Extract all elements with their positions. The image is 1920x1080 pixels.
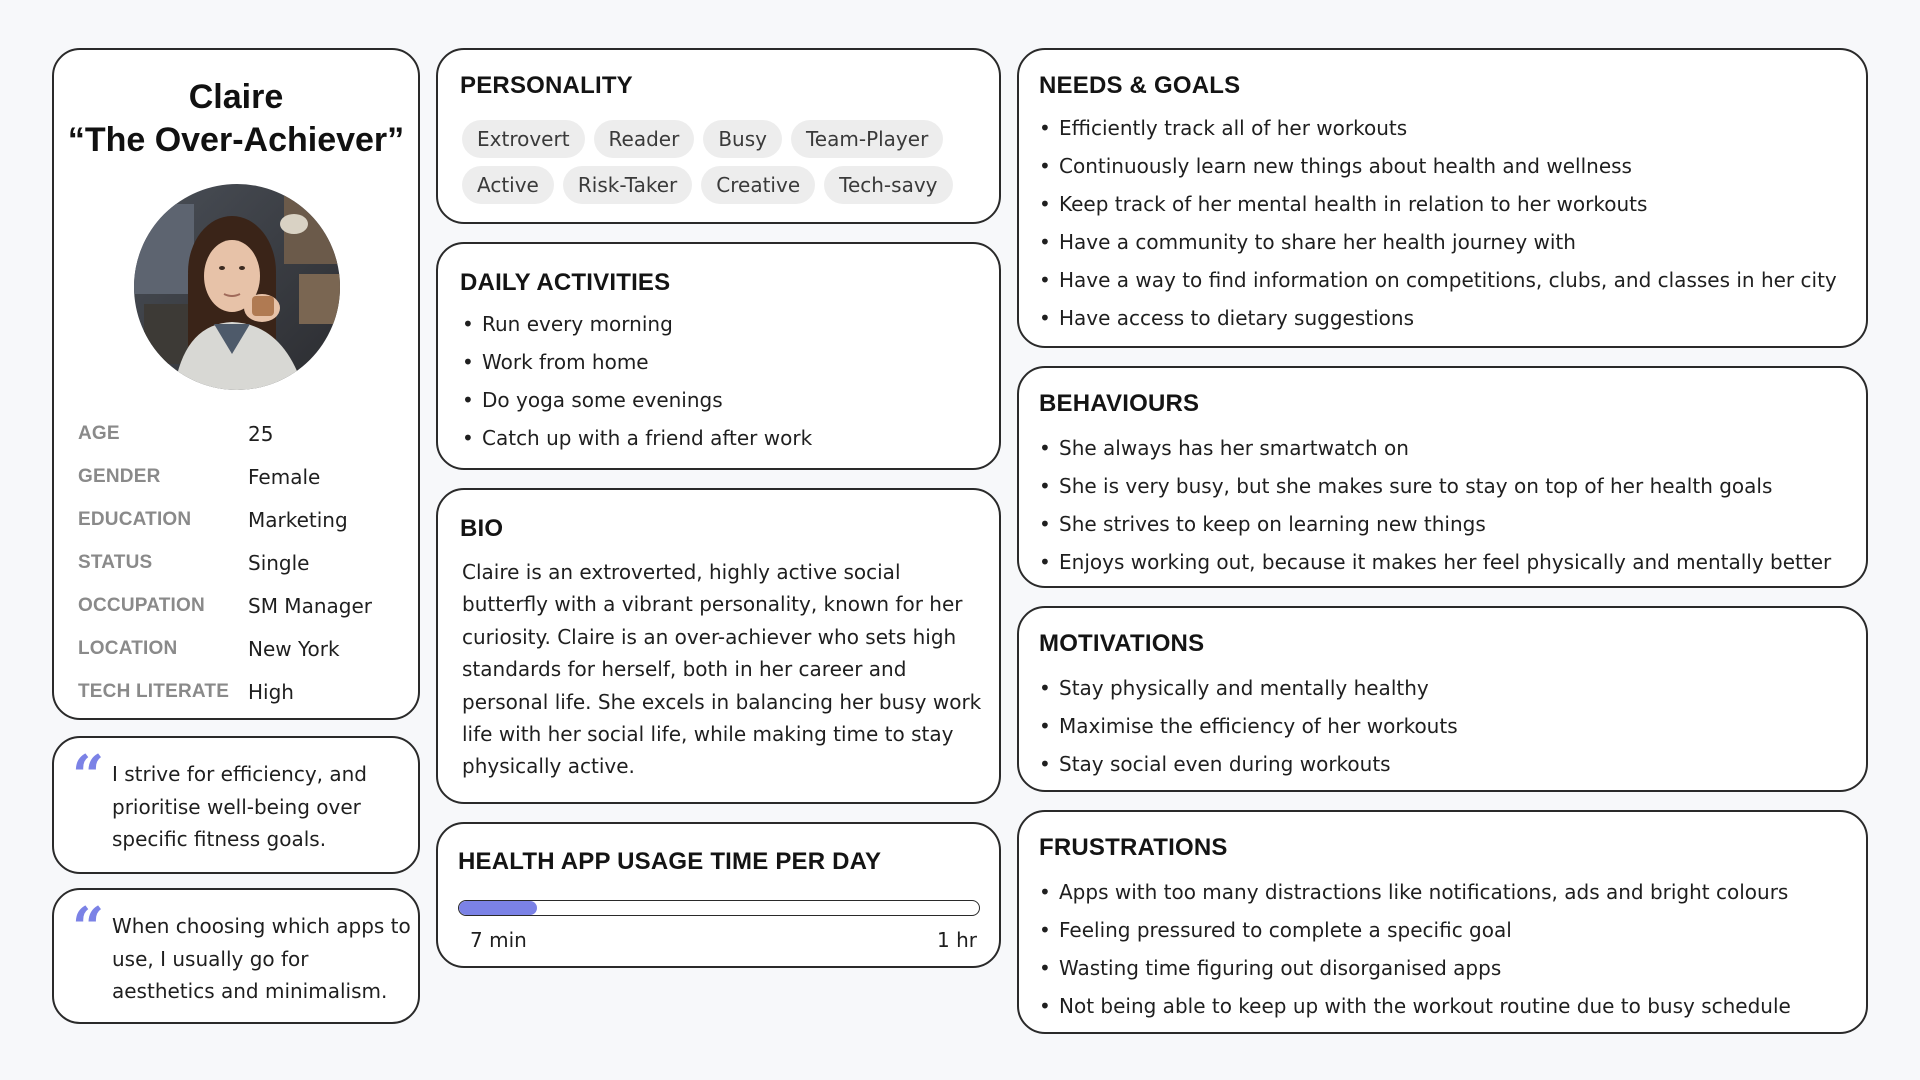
attr-label: STATUS: [78, 551, 153, 573]
bio-text: Claire is an extroverted, highly active social butterfly with a vibrant personality, known for her curiosity. Claire is an over-achiever who sets high standards for herself, both in her career and personal life. She excels in balancing her busy work life with her social life, while making time to stay physically active.: [462, 560, 982, 779]
list-item: • Keep track of her mental health in relation to her workouts: [1037, 185, 1837, 223]
attr-row-tech-literate: [78, 670, 408, 713]
personality-tag: Busy: [703, 120, 782, 158]
personality-tag: Creative: [701, 166, 815, 204]
quote-card: [52, 888, 420, 1024]
attr-value: Single: [248, 550, 310, 575]
bio-heading: BIO: [460, 515, 504, 542]
personality-card: [436, 48, 1001, 224]
needs-goals-card: [1017, 48, 1868, 348]
motivations-heading: MOTIVATIONS: [1039, 630, 1205, 657]
list-item: • Enjoys working out, because it makes her feel physically and mentally better: [1037, 543, 1831, 581]
attr-value: 25: [248, 421, 274, 446]
list-item: • Have access to dietary suggestions: [1037, 299, 1837, 337]
tag-row: [462, 120, 982, 158]
attr-row-occupation: [78, 584, 408, 627]
personality-tags: [462, 120, 982, 212]
usage-progress-bar: [458, 900, 980, 916]
list-item: • She always has her smartwatch on: [1037, 429, 1831, 467]
frustrations-list: [1037, 873, 1791, 1025]
personality-tag: Risk-Taker: [563, 166, 692, 204]
attr-value: New York: [248, 636, 340, 661]
app-usage-heading: HEALTH APP USAGE TIME PER DAY: [458, 848, 882, 875]
daily-activities-list: [460, 305, 812, 457]
list-item: • Have a community to share her health journey with: [1037, 223, 1837, 261]
attr-row-status: [78, 541, 408, 584]
usage-min-label: 7 min: [470, 928, 527, 952]
motivations-card: [1017, 606, 1868, 792]
persona-name-block: [54, 76, 418, 162]
list-item: • Catch up with a friend after work: [460, 419, 812, 457]
attr-value: Female: [248, 464, 321, 489]
list-item: • Not being able to keep up with the workout routine due to busy schedule: [1037, 987, 1791, 1025]
app-usage-card: [436, 822, 1001, 968]
attr-row-age: [78, 412, 408, 455]
usage-progress-fill: [459, 901, 537, 915]
frustrations-heading: FRUSTRATIONS: [1039, 834, 1228, 861]
list-item: • Continuously learn new things about health and wellness: [1037, 147, 1837, 185]
list-item: • Run every morning: [460, 305, 812, 343]
attr-label: EDUCATION: [78, 508, 192, 530]
list-item: • Efficiently track all of her workouts: [1037, 109, 1837, 147]
attr-row-gender: [78, 455, 408, 498]
list-item: • Stay social even during workouts: [1037, 745, 1458, 783]
attr-label: AGE: [78, 422, 120, 444]
frustrations-card: [1017, 810, 1868, 1034]
attr-label: GENDER: [78, 465, 161, 487]
personality-tag: Tech-savy: [824, 166, 952, 204]
behaviours-card: [1017, 366, 1868, 588]
list-item: • Stay physically and mentally healthy: [1037, 669, 1458, 707]
avatar-photo: [134, 184, 340, 390]
attr-label: OCCUPATION: [78, 594, 205, 616]
tag-row: [462, 166, 982, 204]
list-item: • Do yoga some evenings: [460, 381, 812, 419]
personality-tag: Reader: [594, 120, 695, 158]
list-item: • Have a way to find information on competitions, clubs, and classes in her city: [1037, 261, 1837, 299]
quote-card: [52, 736, 420, 874]
quote-text: When choosing which apps to use, I usually go for aesthetics and minimalism.: [112, 914, 411, 1003]
daily-activities-heading: DAILY ACTIVITIES: [460, 269, 671, 296]
list-item: • She strives to keep on learning new things: [1037, 505, 1831, 543]
quote-icon: “: [72, 743, 105, 809]
bio-card: [436, 488, 1001, 804]
persona-nickname: “The Over-Achiever”: [67, 121, 405, 159]
needs-goals-heading: NEEDS & GOALS: [1039, 72, 1241, 99]
attr-row-education: [78, 498, 408, 541]
list-item: • Feeling pressured to complete a specific goal: [1037, 911, 1791, 949]
attributes-table: [78, 412, 408, 713]
attr-value: High: [248, 679, 294, 704]
usage-max-label: 1 hr: [937, 928, 977, 952]
list-item: • Maximise the efficiency of her workouts: [1037, 707, 1458, 745]
personality-tag: Extrovert: [462, 120, 585, 158]
list-item: • Work from home: [460, 343, 812, 381]
list-item: • She is very busy, but she makes sure to stay on top of her health goals: [1037, 467, 1831, 505]
quote-icon: “: [72, 895, 105, 961]
behaviours-heading: BEHAVIOURS: [1039, 390, 1200, 417]
attr-label: LOCATION: [78, 637, 178, 659]
needs-goals-list: [1037, 109, 1837, 337]
attr-label: TECH LITERATE: [78, 680, 230, 702]
daily-activities-card: [436, 242, 1001, 470]
personality-heading: PERSONALITY: [460, 72, 633, 99]
attr-value: Marketing: [248, 507, 348, 532]
motivations-list: [1037, 669, 1458, 783]
persona-name: Claire: [188, 78, 284, 116]
personality-tag: Active: [462, 166, 554, 204]
personality-tag: Team-Player: [791, 120, 943, 158]
list-item: • Wasting time figuring out disorganised apps: [1037, 949, 1791, 987]
quote-text: I strive for efficiency, and prioritise well-being over specific fitness goals.: [112, 762, 367, 851]
attr-value: SM Manager: [248, 593, 372, 618]
attr-row-location: [78, 627, 408, 670]
behaviours-list: [1037, 429, 1831, 581]
profile-card: [52, 48, 420, 720]
avatar: [134, 184, 340, 390]
list-item: • Apps with too many distractions like notifications, ads and bright colours: [1037, 873, 1791, 911]
